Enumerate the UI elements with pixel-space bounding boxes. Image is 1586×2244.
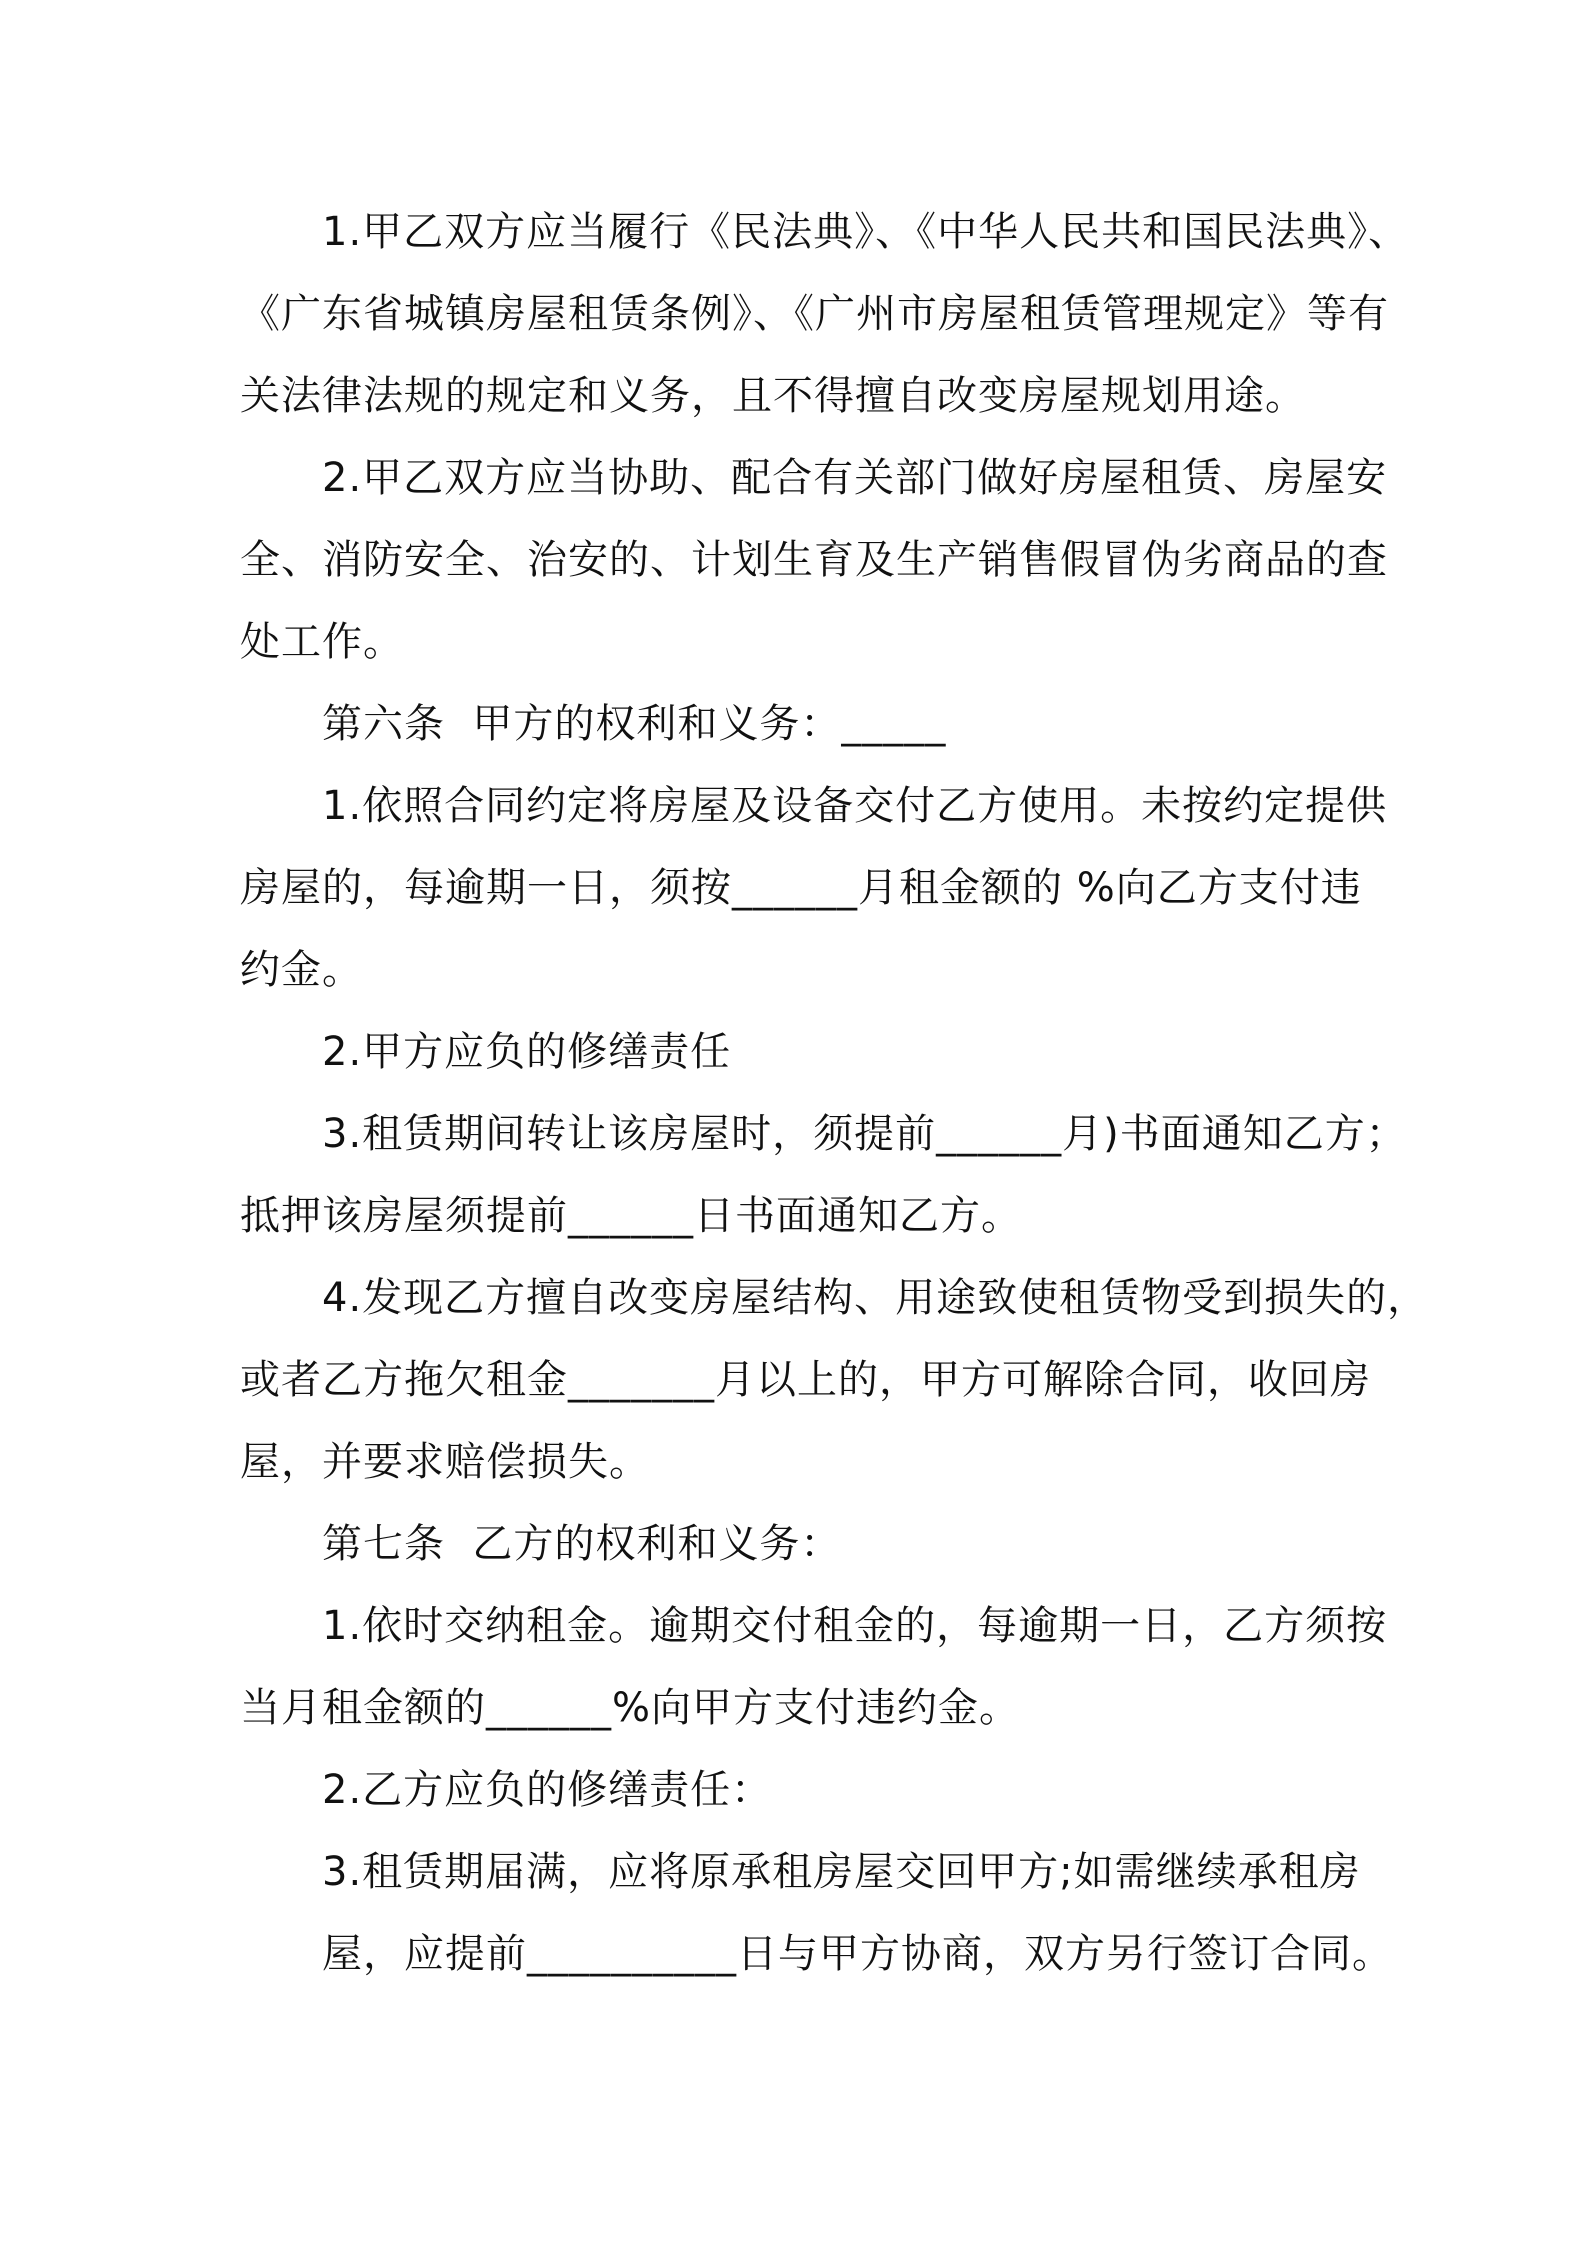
clause-5-item-2-line-1: 2.甲乙双方应当协助、配合有关部门做好房屋租赁、房屋安 (322, 455, 1388, 501)
clause-5-item-2-line-3: 处工作。 (240, 619, 404, 665)
article-6-item-1-line-3: 约金。 (240, 947, 363, 993)
article-7-item-2: 2.乙方应负的修缮责任： (322, 1767, 773, 1813)
clause-5-item-2-line-2: 全、消防安全、治安的、计划生育及生产销售假冒伪劣商品的查 (240, 537, 1388, 583)
article-6-item-4-line-3: 屋，并要求赔偿损失。 (240, 1439, 650, 1485)
clause-5-item-1-line-2: 《广东省城镇房屋租赁条例》、《广州市房屋租赁管理规定》等有 (240, 291, 1389, 337)
article-7-heading: 第七条 乙方的权利和义务： (322, 1521, 842, 1567)
clause-5-item-1-line-1: 1.甲乙双方应当履行《民法典》、《中华人民共和国民法典》、 (322, 209, 1410, 255)
clause-5-item-1-line-3: 关法律法规的规定和义务，且不得擅自改变房屋规划用途。 (240, 373, 1306, 419)
article-7-item-1-line-2: 当月租金额的______%向甲方支付违约金。 (240, 1685, 1021, 1731)
article-6-item-4-line-1: 4.发现乙方擅自改变房屋结构、用途致使租赁物受到损失的， (322, 1275, 1429, 1321)
article-6-item-4-line-2: 或者乙方拖欠租金_______月以上的，甲方可解除合同，收回房 (240, 1357, 1371, 1403)
article-6-item-3-line-2: 抵押该房屋须提前______日书面通知乙方。 (240, 1193, 1022, 1239)
article-7-item-1-line-1: 1.依时交纳租金。逾期交付租金的，每逾期一日，乙方须按 (322, 1603, 1388, 1649)
article-6-item-1-line-1: 1.依照合同约定将房屋及设备交付乙方使用。未按约定提供 (322, 783, 1388, 829)
article-7-item-3-line-2: 屋，应提前__________日与甲方协商，双方另行签订合同。 (322, 1931, 1393, 1977)
article-6-item-3-line-1: 3.租赁期间转让该房屋时，须提前______月)书面通知乙方； (322, 1111, 1407, 1157)
article-6-item-2: 2.甲方应负的修缮责任 (322, 1029, 732, 1075)
article-6-item-1-line-2: 房屋的，每逾期一日，须按______月租金额的 %向乙方支付违 (240, 865, 1362, 911)
article-6-heading: 第六条 甲方的权利和义务：_____ (322, 701, 947, 747)
article-7-item-3-line-1: 3.租赁期届满，应将原承租房屋交回甲方;如需继续承租房 (322, 1849, 1361, 1895)
